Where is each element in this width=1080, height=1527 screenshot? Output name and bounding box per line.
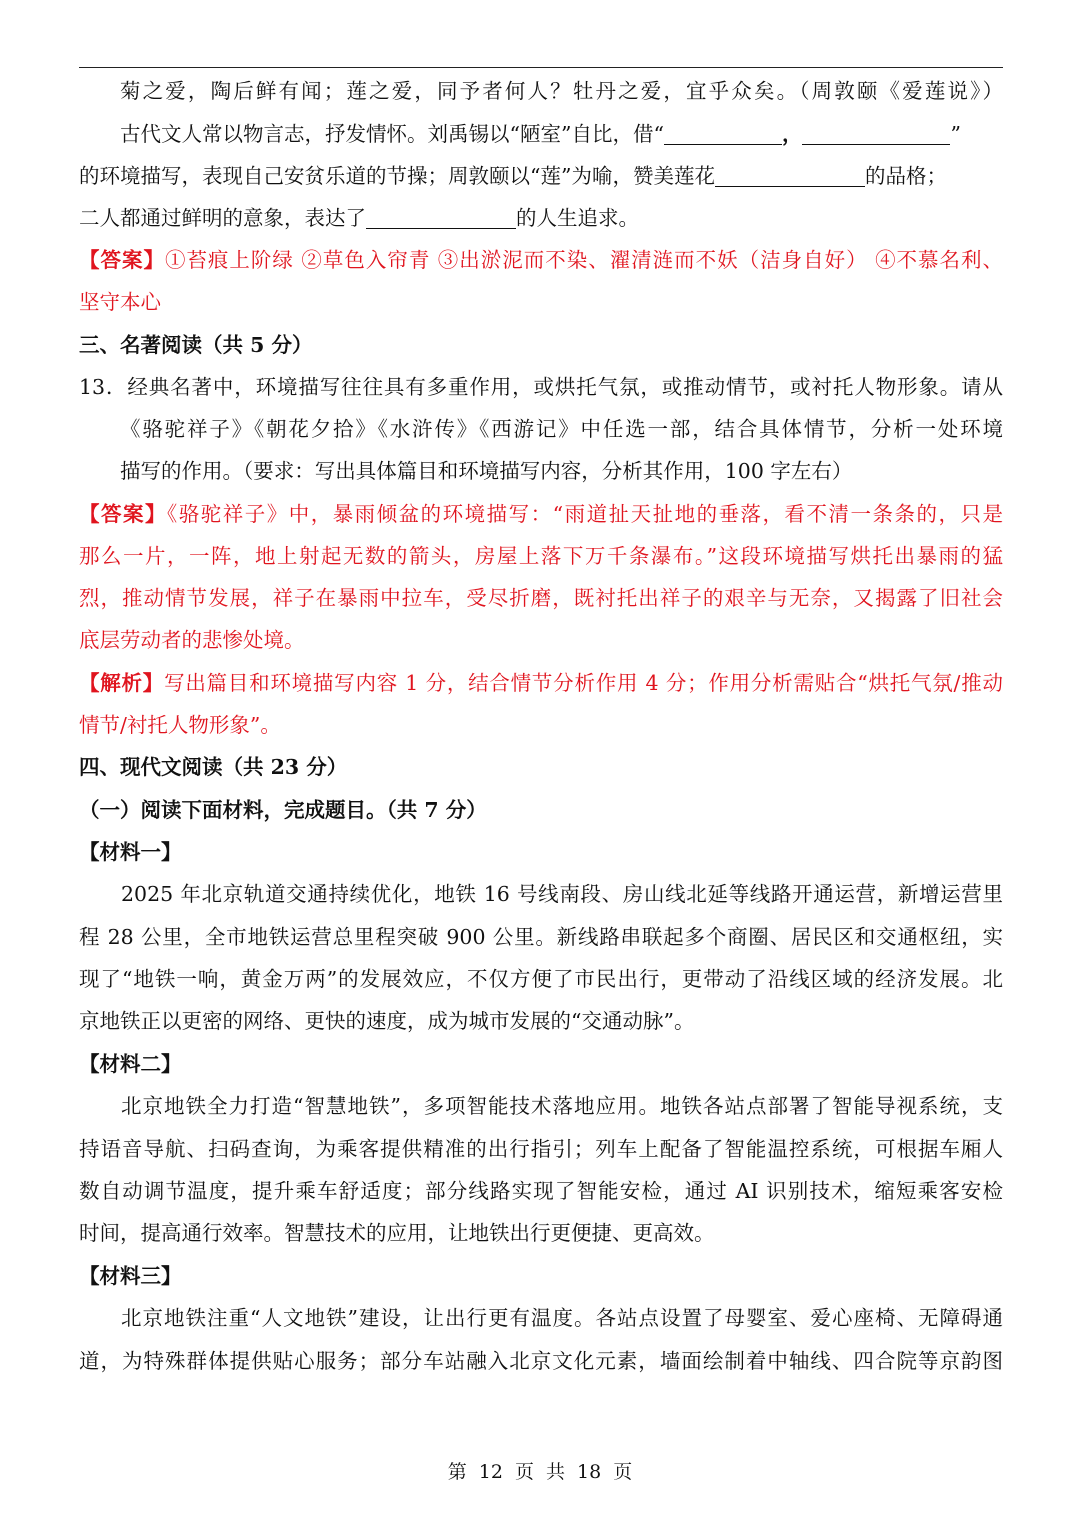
page-number: 12 [478,1461,503,1483]
footer-label: 页 [613,1461,633,1483]
fill-in-question-line-1 [120,113,1003,155]
material-2-line-2: 持语音导航、扫码查询，为乘客提供精准的出行指引；列车上配备了智能温控系统，可根据车厢人 [79,1137,1003,1161]
answer-tag: 【答案】 [79,502,167,526]
header-rule [79,67,1003,68]
material-3-line-1: 北京地铁注重“人文地铁”建设，让出行更有温度。各站点设置了母婴室、爱心座椅、无障碍通 [121,1306,1003,1330]
footer-label: 第 [447,1461,467,1483]
answer-13-line-3: 烈，推动情节发展，祥子在暴雨中拉车，受尽折磨，既衬托出祥子的艰辛与无奈，又揭露了旧社会 [79,586,1003,610]
section-heading-classics: 三、名著阅读（共 5 分） [79,333,313,357]
analysis-line-2: 情节/衬托人物形象”。 [79,713,281,737]
poem-quote-line: 菊之爱，陶后鲜有闻；莲之爱，同予者何人？牡丹之爱，宜乎众矣。（周敦颐《爱莲说》） [120,79,1003,103]
footer-label: 页 [514,1461,534,1483]
material-1-line-4: 京地铁正以更密的网络、更快的速度，成为城市发展的“交通动脉”。 [79,1009,695,1033]
answer-blank-3[interactable] [715,160,865,187]
answer-line-2: 坚守本心 [79,290,161,314]
page-footer [0,1452,1080,1492]
total-pages: 18 [577,1461,602,1483]
answer-blank-2[interactable] [802,118,950,145]
analysis-tag: 【解析】 [79,671,165,695]
question-text: 的人生追求。 [516,206,639,230]
material-1-line-1: 2025 年北京轨道交通持续优化，地铁 16 号线南段、房山线北延等线路开通运营，新增运营里 [121,882,1003,906]
question-text: 古代文人常以物言志，抒发情怀。刘禹锡以“陋室”自比，借“ [120,122,664,146]
question-13-line-3: 描写的作用。（要求：写出具体篇目和环境描写内容，分析其作用，100 字左右） [120,459,853,483]
analysis-text: 写出篇目和环境描写内容 1 分，结合情节分析作用 4 分；作用分析需贴合“烘托气氛/推动 [164,671,1003,695]
material-1-label: 【材料一】 [79,840,182,864]
question-13-line-1: 13．经典名著中，环境描写往往具有多重作用，或烘托气氛，或推动情节，或衬托人物形象。请从 [79,375,1003,399]
quote-close: ” [950,122,961,146]
answer-line-1 [79,239,1003,281]
material-2-line-1: 北京地铁全力打造“智慧地铁”，多项智能技术落地应用。地铁各站点部署了智能导视系统，支 [121,1094,1003,1118]
section-heading-modern: 四、现代文阅读（共 23 分） [79,755,348,779]
answer-text: ①苔痕上阶绿 ②草色入帘青 ③出淤泥而不染、濯清涟而不妖（洁身自好） ④不慕名利、 [164,248,1003,272]
answer-tag: 【答案】 [79,248,165,272]
material-2-line-3: 数自动调节温度，提升乘车舒适度；部分线路实现了智能安检，通过 AI 识别技术，缩短乘客安检 [79,1179,1003,1203]
question-text: 的品格； [864,164,947,188]
fill-in-question-line-2 [79,155,1003,197]
fill-in-question-line-3 [79,197,1003,239]
answer-text: 《骆驼祥子》中，暴雨倾盆的环境描写：“雨道扯天扯地的垂落，看不清一条条的，只是 [166,502,1003,526]
subsection-heading: （一）阅读下面材料，完成题目。（共 7 分） [79,798,487,822]
footer-label: 共 [546,1461,566,1483]
question-text: 二人都通过鲜明的意象，表达了 [79,206,366,230]
question-text: 的环境描写，表现自己安贫乐道的节操；周敦颐以“莲”为喻，赞美莲花 [79,164,715,188]
material-1-line-3: 现了“地铁一响，黄金万两”的发展效应，不仅方便了市民出行，更带动了沿线区域的经济发展。北 [79,967,1003,991]
answer-13-line-2: 那么一片，一阵，地上射起无数的箭头，房屋上落下万千条瀑布。”这段环境描写烘托出暴雨的猛 [79,544,1003,568]
answer-blank-1[interactable] [664,118,782,145]
comma: ， [781,122,803,146]
material-3-line-2: 道，为特殊群体提供贴心服务；部分车站融入北京文化元素，墙面绘制着中轴线、四合院等京韵图 [79,1349,1003,1373]
question-13-line-2: 《骆驼祥子》《朝花夕拾》《水浒传》《西游记》中任选一部，结合具体情节，分析一处环境 [120,417,1003,441]
answer-blank-4[interactable] [366,202,516,229]
material-1-line-2: 程 28 公里，全市地铁运营总里程突破 900 公里。新线路串联起多个商圈、居民区和交通枢纽，实 [79,925,1003,949]
material-2-label: 【材料二】 [79,1052,182,1076]
material-3-label: 【材料三】 [79,1264,182,1288]
answer-13-line-4: 底层劳动者的悲惨处境。 [79,628,305,652]
answer-13-line-1 [79,493,1003,535]
material-2-line-4: 时间，提高通行效率。智慧技术的应用，让地铁出行更便捷、更高效。 [79,1221,715,1245]
analysis-line-1 [79,662,1003,704]
